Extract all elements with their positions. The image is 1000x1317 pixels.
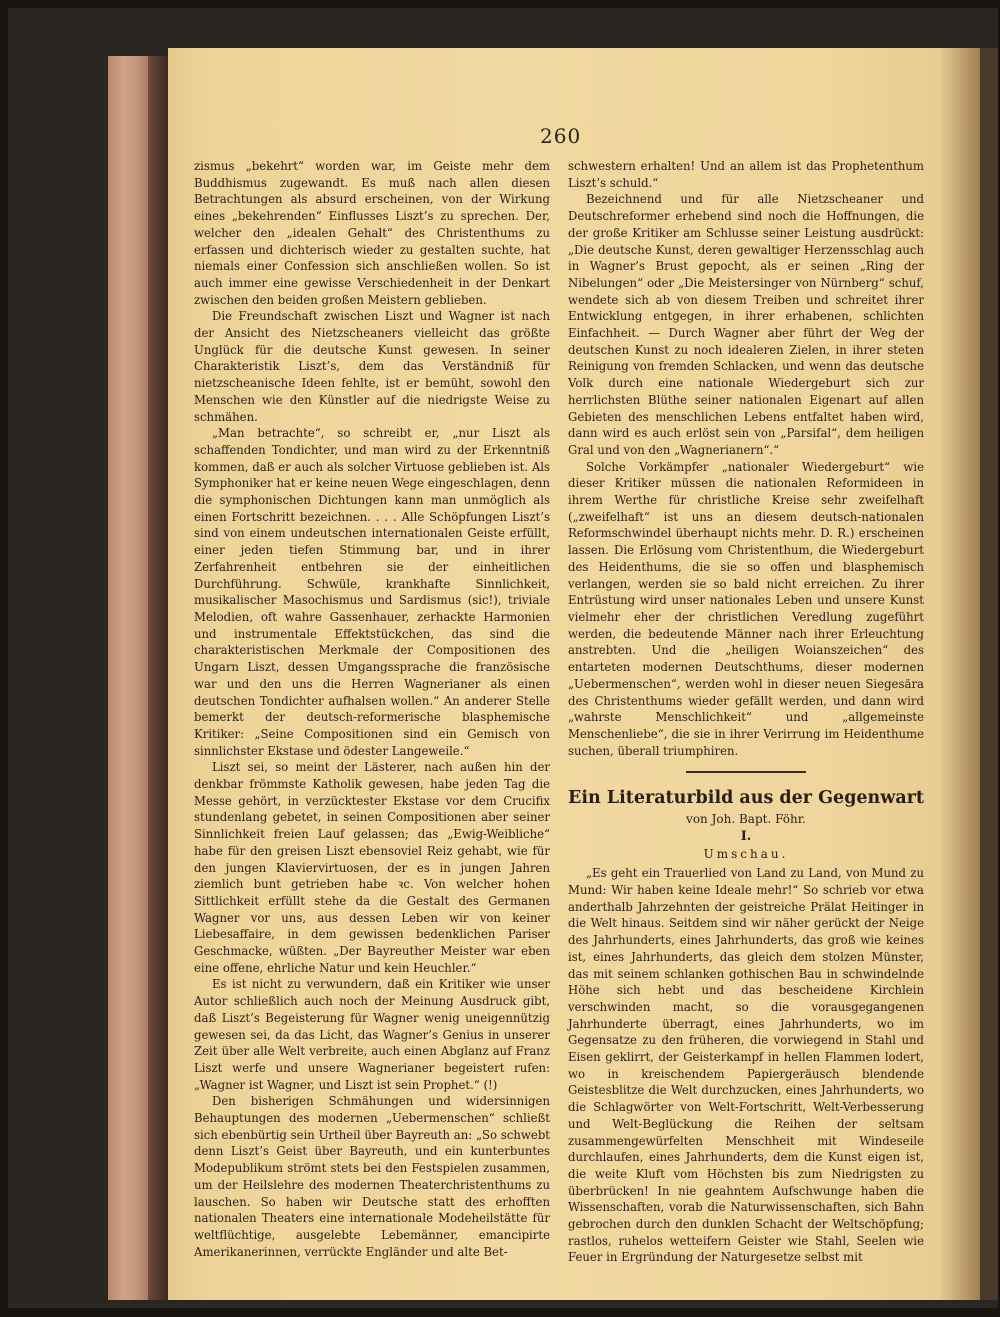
page-number: 260: [540, 124, 582, 148]
paragraph: Bezeichnend und für alle Nietzscheaner und Deutschreformer erhebend sind noch die Hoffnungen, die der große Kritiker am Schlusse seiner Leistung ausdrückt: „Die deutsche Kunst, deren gewaltiger Herzensschlag auch in Wagner’s Brust gepocht, als er seinen „Ring der Nibelungen“ oder „Die Meistersinger von Nürnberg“ schuf, wendete sich ab von diesem Treiben und schreitet ihrer Entwicklung entgegen, in ihrer erhabenen, schlichten Einfachheit. — Durch Wagner aber führt der Weg der deutschen Kunst zu noch idealeren Zielen, in ihrer steten Reinigung von fremden Schlacken, und wenn das deutsche Volk durch eine nationale Wiedergeburt sich zur herrlichsten Blüthe seiner nationalen Eigenart auf allen Gebieten des menschlichen Lebens entfaltet haben wird, dann wird es auch erlöst sein von „Parsifal“, dem heiligen Gral und von den „Wagnerianern“.“: [568, 192, 924, 457]
paragraph: schwestern erhalten! Und an allem ist das Prophetenthum Liszt’s schuld.“: [568, 159, 924, 190]
paragraph: „Man betrachte“, so schreibt er, „nur Liszt als schaffenden Tondichter, und man wird zu der Erkenntniß kommen, daß er auch als solcher Virtuose geblieben ist. Als Symphoniker hat er keine neuen Wege eingeschlagen, denn die symphonischen Dichtungen kann man unmöglich als einen Fortschritt bezeichnen. . . . Alle Schöpfungen Liszt’s sind von einem undeutschen internationalen Geiste erfüllt, einer jeden tiefen Stimmung bar, und in ihrer Zerfahrenheit entbehren sie der einheitlichen Durchführung. Schwüle, krankhafte Sinnlichkeit, musikalischer Masochismus und Sardismus (sic!), triviale Melodien, oft wahre Gassenhauer, zerhackte Harmonien und instrumentale Effektstückchen, das sind die charakteristischen Merkmale der Compositionen des Ungarn Liszt, dessen Umgangssprache die französische war und den uns die Herren Wagnerianer als einen deutschen Tondichter aufhalsen wollen.“ An anderer Stelle bemerkt der deutsch-reformerische blasphemische Kritiker: „Seine Compositionen sind ein Gemisch von sinnlichster Ekstase und ödester Langeweile.“: [194, 426, 550, 758]
page-gutter-shadow: [940, 48, 980, 1300]
article-byline: von Joh. Bapt. Föhr.: [686, 812, 806, 827]
paragraph: zismus „bekehrt“ worden war, im Geiste mehr dem Buddhismus zugewandt. Es muß nach allen diesen Betrachtungen als absurd erscheinen, von der Wirkung eines „bekehrenden“ Einflusses Liszt’s zu sprechen. Der, welcher den „idealen Gehalt“ des Christenthums zu erfassen und dichterisch wieder zu gestalten suchte, hat niemals einer Confession sich anschließen wollen. So ist auch immer eine gewisse Verschiedenheit in der Denkart zwischen den beiden großen Meistern geblieben.: [194, 159, 550, 307]
section-title: Umschau.: [703, 847, 789, 862]
right-column-continuation: [568, 158, 924, 759]
paragraph: „Es geht ein Trauerlied von Land zu Land, von Mund zu Mund: Wir haben keine Ideale mehr!“ So schrieb vor etwa anderthalb Jahrzehnten der geistreiche Prälat Heitinger in die Welt hinaus. Seitdem sind wir näher gerückt der Neige des Jahrhunderts, eines Jahrhunderts, das groß wie keines ist, eines Jahrhunderts, das gleich dem stolzen Münster, das mit seinem schlanken gothischen Bau in schwindelnde Höhe sich hebt und das bescheidene Kirchlein verschwinden macht, so die vorausgegangenen Jahrhunderte überragt, eines Jahrhunderts, wo im Gegensatze zu den früheren, die vorwiegend in Stahl und Eisen geklirrt, der Geisterkampf in hellen Flammen lodert, wo in kreischendem Papiergeräusch blendende Geistesblitze die Welt durchzucken, eines Jahrhunderts, wo die Schlagwörter von Welt-Fortschritt, Welt-Verbesserung und Welt-Beglückung die Reihen der seltsam zusammengewürfelten Menschheit mit Windeseile durchlaufen, eines Jahrhunderts, dem die Kunst eigen ist, die weite Kluft vom Höchsten bis zum Niedrigsten zu überbrücken! In nie geahntem Aufschwunge haben die Wissenschaften, vorab die Naturwissenschaften, sich Bahn gebrochen durch den dunklen Schacht der Weltschöpfung; rastlos, ruhelos wetteifern Geister wie Stahl, Seelen wie Feuer in Ergründung der Naturgesetze selbst mit: [568, 866, 924, 1265]
spine-shadow: [148, 56, 168, 1300]
paragraph: Die Freundschaft zwischen Liszt und Wagner ist nach der Ansicht des Nietzscheaners vielleicht das größte Unglück für die deutsche Kunst gewesen. In seiner Charakteristik Liszt’s, dem das Verständniß für nietzscheanische Ideen fehlte, ist er bemüht, sowohl den Menschen wie den Künstler auf die niedrigste Weise zu schmähen.: [194, 309, 550, 424]
paragraph: Den bisherigen Schmähungen und widersinnigen Behauptungen des modernen „Uebermenschen“ schließt sich ebenbürtig sein Urtheil über Bayreuth an: „So schwebt denn Liszt’s Geist über Bayreuth, und ein kunterbuntes Modepublikum strömt stets bei den Festspielen zusammen, um der Heilslehre des modernen Theaterchristenthums zu lauschen. So haben wir Deutsche statt des erhofften nationalen Theaters eine internationale Modeheilstätte für weltflüchtige, ausgelebte Lebemänner, emancipirte Amerikanerinnen, verrückte Engländer und alte Bet-: [194, 1094, 550, 1259]
section-divider: [686, 771, 806, 773]
next-page-edge: [980, 48, 998, 1300]
paragraph: Liszt sei, so meint der Lästerer, nach außen hin der denkbar frömmste Katholik gewesen, habe jeden Tag die Messe gehört, in verzücktester Ekstase vor dem Crucifix stundenlang gebetet, in seinen Compositionen aber seiner Sinnlichkeit freien Lauf gelassen; das „Ewig-Weibliche“ habe für den greisen Liszt ebensoviel Reiz gehabt, wie für den jungen Klaviervirtuosen, der es in jungen Jahren ziemlich bunt getrieben habe ꝛc. Von welcher hohen Sittlichkeit erfüllt stehe da die Gestalt des Germanen Wagner vor uns, aus dessen Leben wir von keiner Liebesaffaire, in dem gewissen bedenklichen Pariser Geschmacke, wüßten. „Der Bayreuther Meister war eben eine offene, ehrliche Natur und kein Heuchler.“: [194, 760, 550, 975]
article-title: Ein Literaturbild aus der Gegenwart: [568, 788, 924, 809]
section-number: I.: [740, 829, 752, 845]
left-column: [194, 158, 550, 1260]
paragraph: Solche Vorkämpfer „nationaler Wiedergeburt“ wie dieser Kritiker müssen die nationalen Reformideen in ihrem Werthe für christliche Kreise sehr zweifelhaft („zweifelhaft“ ist uns an diesem deutsch-nationalen Reformschwindel überhaupt nichts mehr. D. R.) erscheinen lassen. Die Erlösung vom Christenthum, die Wiedergeburt des Heidenthums, die sie so offen und blasphemisch verlangen, werden sie so bald nicht erreichen. Zu ihrer Entrüstung wird unser nationales Leben und unsere Kunst vielmehr eher der christlichen Veredlung zugeführt werden, die bedeutende Männer nach ihrer Erleuchtung anstrebten. Und die „heiligen Woianszeichen“ des entarteten modernen Deutschthums, dieser modernen „Uebermenschen“, werden wohl in dieser neuen Siegesära des Christenthums wieder gefällt werden, und dann wird „wahrste Menschlichkeit“ und „allgemeinste Menschenliebe“, die sie in ihrer Verirrung im Heidenthume suchen, überall triumphiren.: [568, 459, 924, 758]
right-column: [568, 158, 924, 1266]
article-body: [568, 865, 924, 1266]
paragraph: Es ist nicht zu verwundern, daß ein Kritiker wie unser Autor schließlich auch noch der Meinung Ausdruck gibt, daß Liszt’s Begeisterung für Wagner wenig uneigennützig gewesen sei, da das Licht, das Wagner’s Genius in unserer Zeit über alle Welt verbreite, auch einen Abglanz auf Franz Liszt werfe und unsere Wagnerianer begeistert rufen: „Wagner ist Wagner, und Liszt ist sein Prophet.“ (!): [194, 977, 550, 1092]
